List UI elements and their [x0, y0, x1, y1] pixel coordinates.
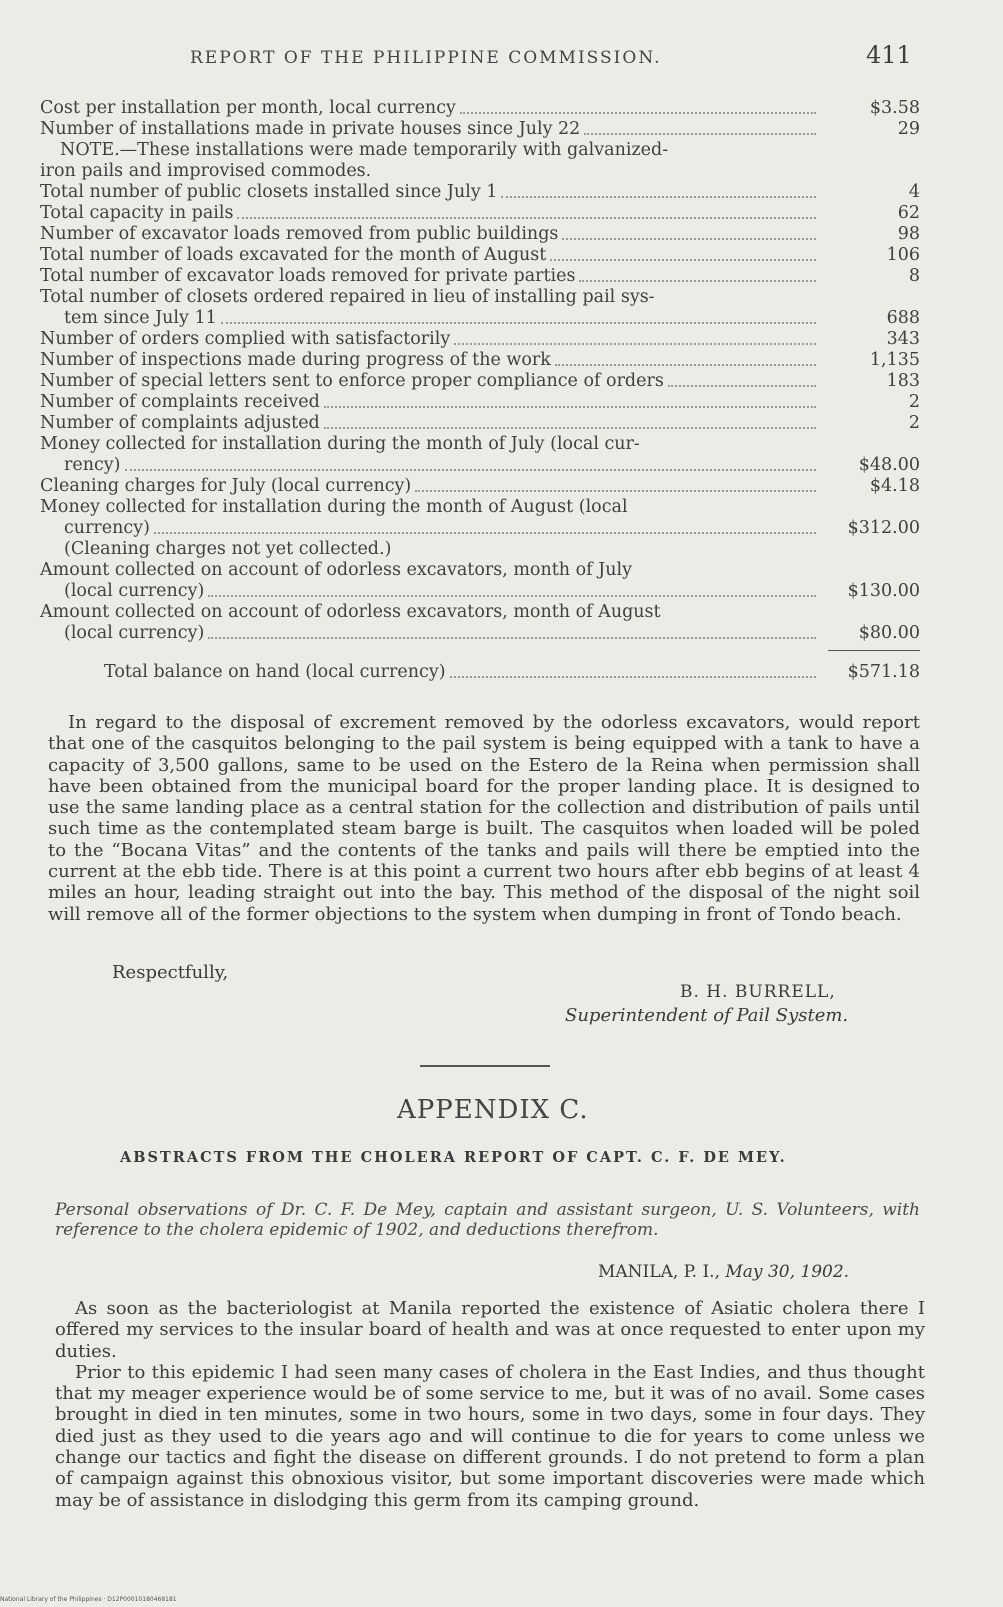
stat-label: currency) — [64, 518, 150, 538]
stat-label: Total number of closets ordered repaired in lieu of installing pail sys- — [40, 287, 655, 307]
stat-value: 688 — [886, 308, 920, 328]
stat-row — [40, 245, 920, 266]
dot-leader — [125, 469, 816, 471]
stat-row — [40, 266, 920, 287]
dot-leader — [460, 112, 816, 114]
total-label: Total balance on hand (local currency) — [104, 662, 446, 682]
note-line: iron pails and improvised commodes. — [40, 161, 372, 181]
stat-row — [40, 371, 920, 392]
stat-row — [40, 392, 920, 413]
stat-note — [40, 539, 920, 560]
stat-value: $80.00 — [858, 623, 920, 643]
stat-row — [40, 329, 920, 350]
stat-note — [40, 140, 920, 182]
stat-label: rency) — [64, 455, 121, 475]
stat-value: 62 — [897, 203, 920, 223]
appendix-heading: APPENDIX C. — [397, 1095, 589, 1125]
note-line: NOTE.—These installations were made temporarily with galvanized- — [60, 140, 669, 160]
stat-row — [40, 287, 920, 329]
dot-leader — [550, 259, 816, 261]
stat-value: $3.58 — [869, 98, 920, 118]
stat-value: 106 — [886, 245, 920, 265]
dot-leader — [154, 532, 816, 534]
stat-label: Total capacity in pails — [40, 203, 234, 223]
stat-row — [40, 413, 920, 434]
dateline — [598, 1262, 849, 1282]
stat-value: 29 — [897, 119, 920, 139]
stat-value: 4 — [908, 182, 920, 202]
statistics-table — [40, 98, 920, 683]
stat-value: $4.18 — [869, 476, 920, 496]
cleaning-note: (Cleaning charges not yet collected.) — [64, 539, 392, 559]
stat-label: Cleaning charges for July (local currency) — [40, 476, 412, 496]
stat-row — [40, 182, 920, 203]
stat-value: 183 — [886, 371, 920, 391]
dot-leader — [208, 595, 816, 597]
stat-row — [40, 497, 920, 539]
dot-leader — [555, 364, 816, 366]
stat-value: 2 — [908, 413, 920, 433]
total-value: $571.18 — [847, 662, 920, 682]
dot-leader — [454, 343, 816, 345]
stat-label: Number of excavator loads removed from public buildings — [40, 224, 559, 244]
stat-value: $48.00 — [858, 455, 920, 475]
disposal-paragraph: In regard to the disposal of excrement removed by the odorless excavators, would report that one of the casquitos belonging to the pail system is being equipped with a tank to have a capacity of 3,500 gallons, same to be used on the Estero de la Reina when permission shall have been obtained from the municipal board for the proper landing place. It is designed to use the same landing place as a central station for the collection and distribution of pails until such time as the contemplated steam barge is built. The casquitos when loaded will be poled to the “Bocana Vitas” and the contents of the tanks and pails will there be emptied into the current at the ebb tide. There is at this point a current two hours after ebb begins of at least 4 miles an hour, leading straight out into the bay. This method of the disposal of the night soil will remove all of the former objections to the system when dumping in front of Tondo beach. — [48, 712, 920, 925]
stat-value: 1,135 — [869, 350, 920, 370]
dot-leader — [562, 238, 816, 240]
stat-row — [40, 476, 920, 497]
stat-value: 98 — [897, 224, 920, 244]
body-paragraph: As soon as the bacteriologist at Manila reported the existence of Asiatic cholera there I offered my services to the insular board of health and was at once requested to enter upon my duties. — [55, 1298, 925, 1362]
stat-label: Amount collected on account of odorless excavators, month of July — [40, 560, 632, 580]
page-number: 411 — [866, 41, 912, 69]
stat-label: Number of special letters sent to enforce proper compliance of orders — [40, 371, 664, 391]
stat-label: Number of complaints received — [40, 392, 320, 412]
section-divider — [420, 1065, 550, 1067]
stat-row — [40, 350, 920, 371]
stat-label: Number of inspections made during progress of the work — [40, 350, 551, 370]
stat-row — [40, 434, 920, 476]
dot-leader — [668, 385, 816, 387]
running-title: REPORT OF THE PHILIPPINE COMMISSION. — [190, 48, 662, 68]
dot-leader — [324, 427, 816, 429]
stat-label: Number of complaints adjusted — [40, 413, 320, 433]
dot-leader — [221, 322, 816, 324]
dot-leader — [208, 637, 816, 639]
dot-leader — [579, 280, 816, 282]
stat-label: Total number of excavator loads removed for private parties — [40, 266, 576, 286]
footer-credit: National Library of the Philippines · D12P00010180468181 — [0, 1596, 177, 1603]
signer-title: Superintendent of Pail System. — [565, 1005, 849, 1026]
stat-label: Total number of public closets installed since July 1 — [40, 182, 498, 202]
stat-value: $130.00 — [847, 581, 920, 601]
dateline-date: May 30, 1902. — [725, 1262, 850, 1282]
stat-label: tem since July 11 — [64, 308, 217, 328]
stat-value: 2 — [908, 392, 920, 412]
stat-value: 8 — [908, 266, 920, 286]
stat-label: Money collected for installation during the month of August (local — [40, 497, 628, 517]
dot-leader — [415, 490, 816, 492]
stat-row — [40, 98, 920, 119]
stat-label: Total number of loads excavated for the month of August — [40, 245, 547, 265]
closing: Respectfully, — [112, 962, 229, 983]
stat-label: Number of orders complied with satisfactorily — [40, 329, 451, 349]
stat-label: Number of installations made in private houses since July 22 — [40, 119, 581, 139]
stat-row — [40, 602, 920, 644]
dot-leader — [237, 217, 816, 219]
stat-label: (local currency) — [64, 623, 205, 643]
stat-row — [40, 224, 920, 245]
dot-leader — [324, 406, 816, 408]
dot-leader — [584, 133, 816, 135]
stat-label: (local currency) — [64, 581, 205, 601]
signer-name: B. H. BURRELL, — [680, 982, 836, 1002]
dot-leader — [450, 676, 816, 678]
stat-label: Money collected for installation during the month of July (local cur- — [40, 434, 640, 454]
stat-label: Amount collected on account of odorless excavators, month of August — [40, 602, 661, 622]
stat-value: $312.00 — [847, 518, 920, 538]
stat-row — [40, 119, 920, 140]
stat-row — [40, 560, 920, 602]
body-text — [55, 1298, 925, 1511]
body-paragraph: Prior to this epidemic I had seen many cases of cholera in the East Indies, and thus thought that my meager experience would be of some service to me, but it was of no avail. Some cases brought in died in ten minutes, some in two hours, some in two days, some in four days. They died just as they used to die years ago and will continue to die for years to come unless we change our tactics and fight the disease on different grounds. I do not pretend to form a plan of campaign against this obnoxious visitor, but some important discoveries were made which may be of assistance in dislodging this germ from its camping ground. — [55, 1361, 925, 1511]
intro-text: Personal observations of Dr. C. F. De Mey, captain and assistant surgeon, U. S. Volunteers, with reference to the cholera epidemic of 1902, and deductions therefrom. — [55, 1200, 920, 1240]
dot-leader — [501, 196, 816, 198]
stat-row — [40, 203, 920, 224]
stat-value: 343 — [886, 329, 920, 349]
section-subtitle: ABSTRACTS FROM THE CHOLERA REPORT OF CAPT. C. F. DE MEY. — [120, 1149, 787, 1166]
stat-label: Cost per installation per month, local currency — [40, 98, 456, 118]
dateline-place: MANILA, P. I., — [598, 1262, 720, 1282]
total-row — [40, 662, 920, 683]
total-rule — [828, 650, 920, 651]
